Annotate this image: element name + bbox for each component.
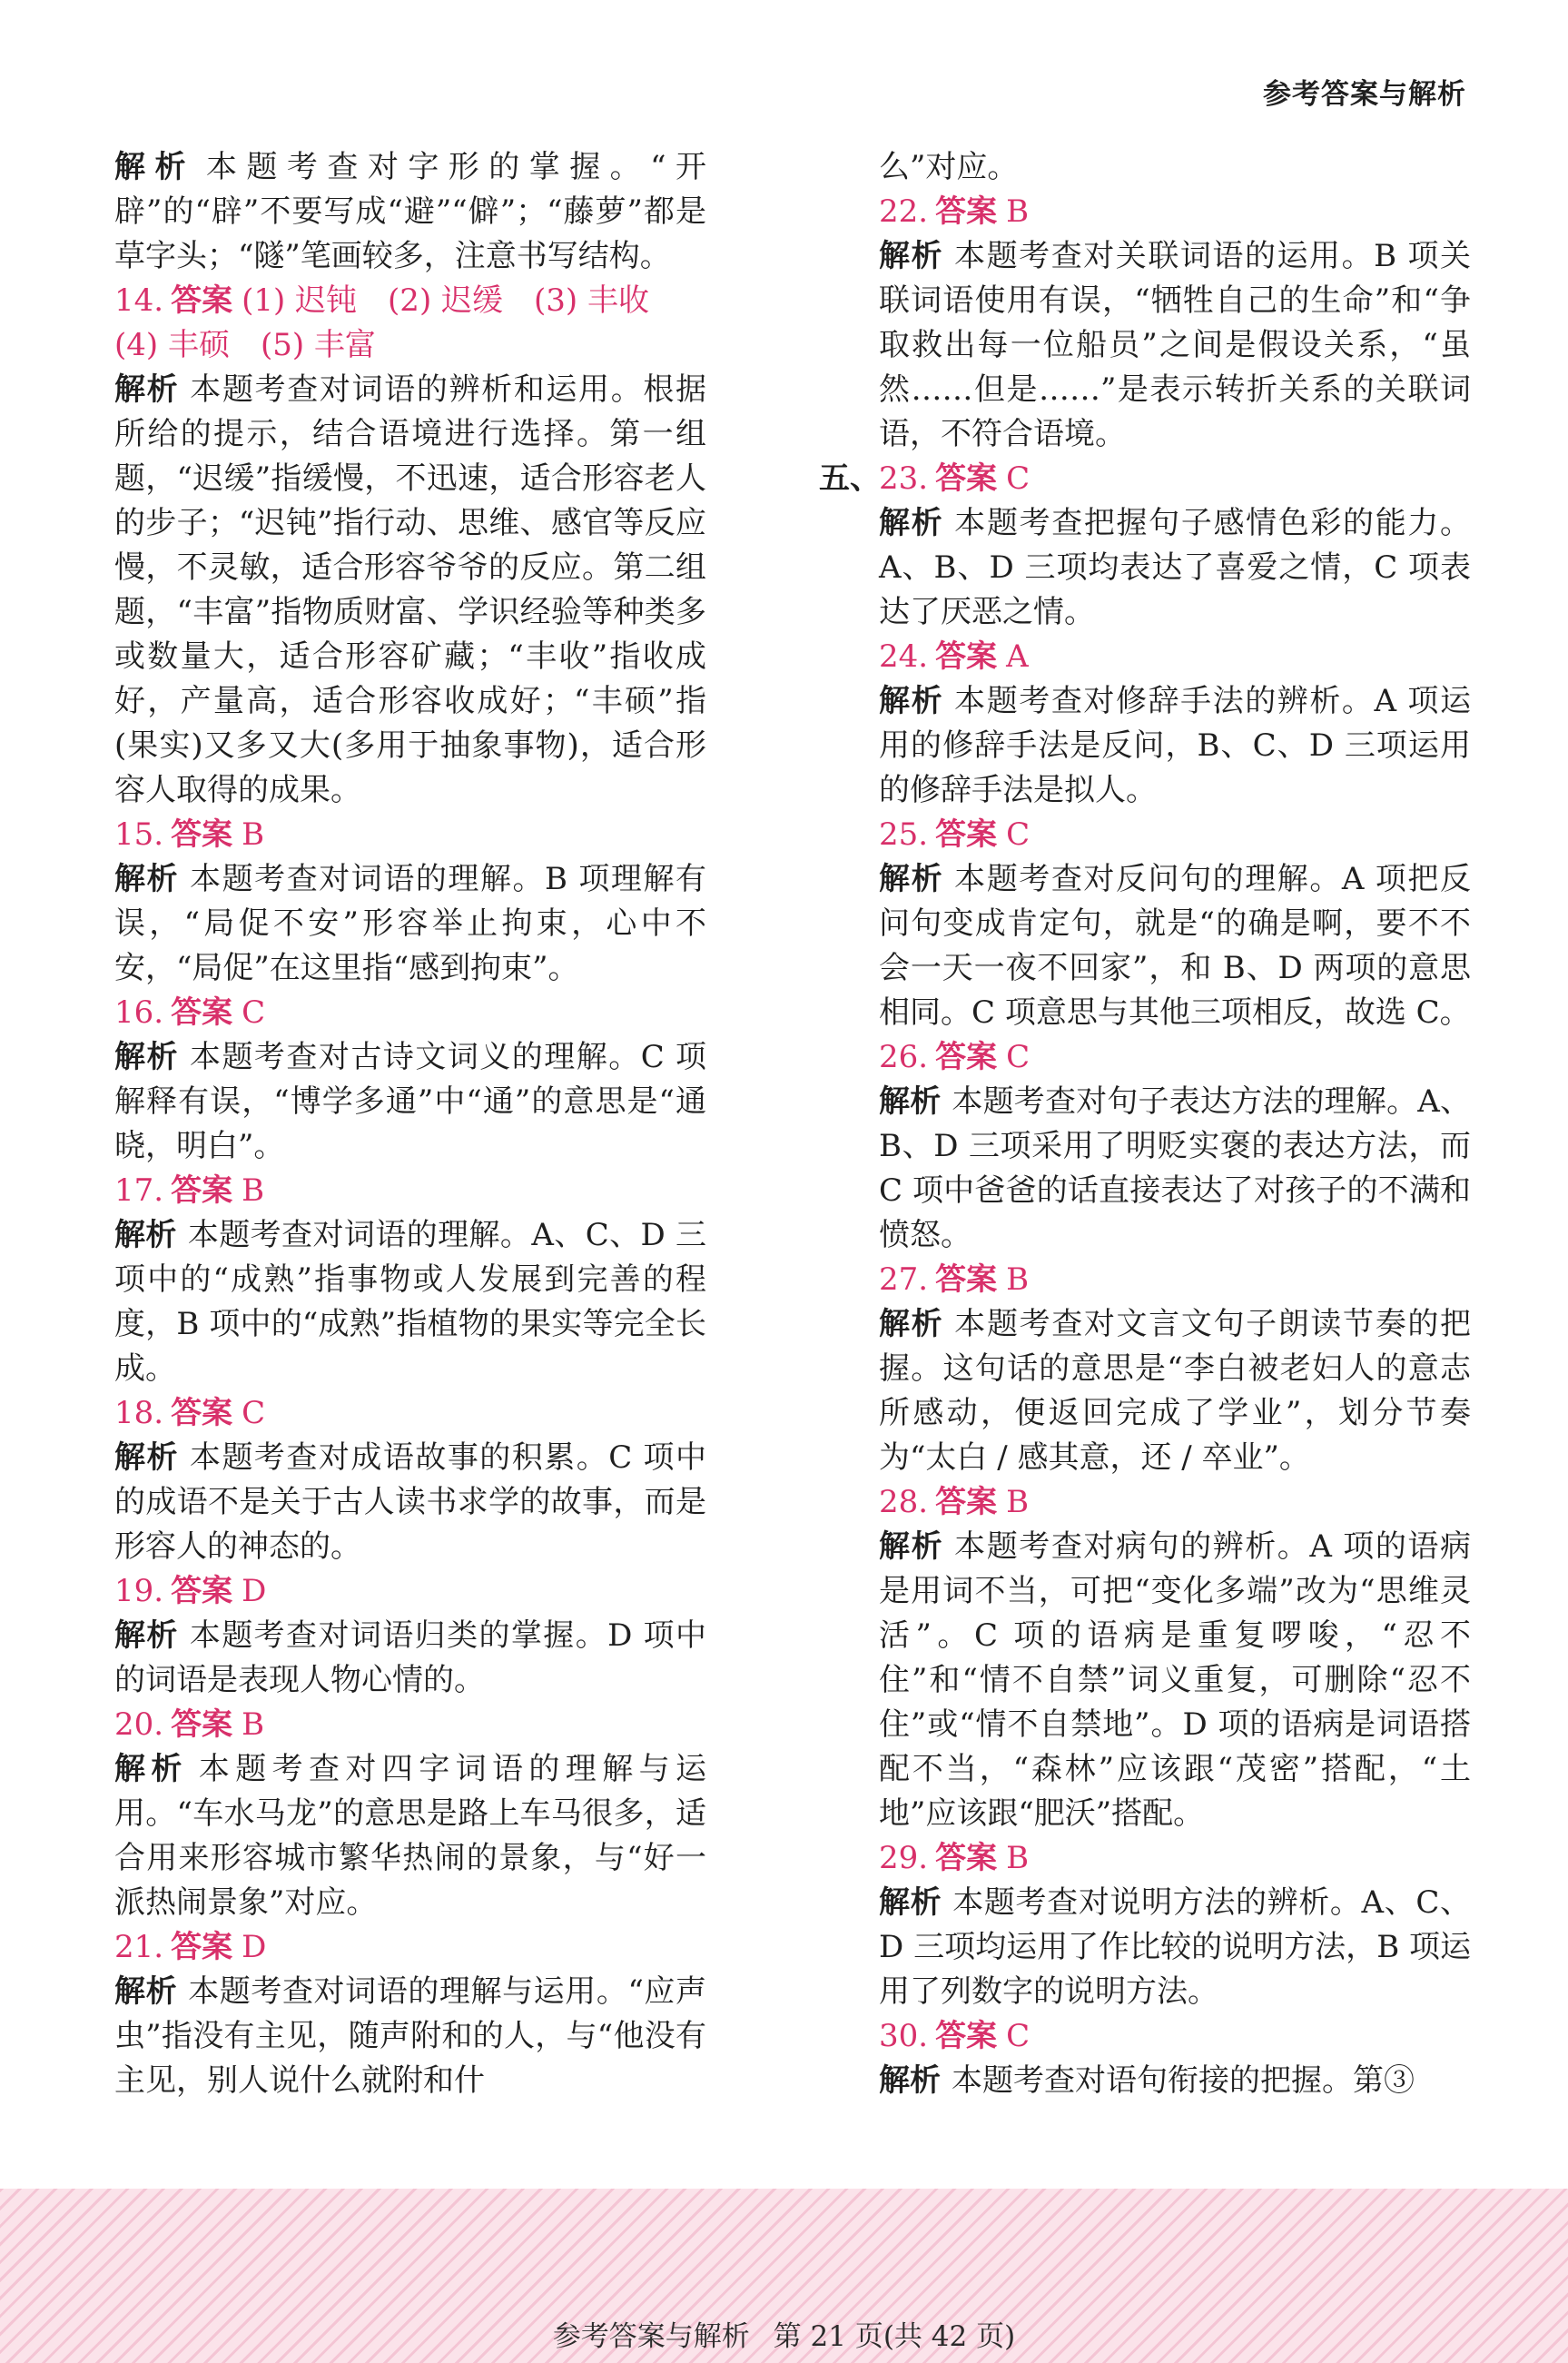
page-number: 第 21 页(共 42 页) <box>773 2320 1016 2353</box>
q16-analysis: 解析 本题考查对古诗文词义的理解。C 项解释有误，“博学多通”中“通”的意思是“通晓，明白”。 <box>114 1039 707 1164</box>
footer-title: 参考答案与解析 <box>552 2320 750 2353</box>
q20-answer: 20. 答案 B <box>114 1706 265 1743</box>
q27-answer: 27. 答案 B <box>879 1261 1030 1298</box>
q30-analysis: 解析 本题考查对语句衔接的把握。第③ <box>879 2062 1415 2099</box>
q17-answer: 17. 答案 B <box>114 1172 265 1209</box>
q22-analysis: 解析 本题考查对关联词语的运用。B 项关联词语使用有误，“牺牲自己的生命”和“争取救出每一位船员”之间是假设关系，“虽然……但是……”是表示转折关系的关联词语，不符合语境。 <box>879 238 1472 452</box>
q27-analysis: 解析 本题考查对文言文句子朗读节奏的把握。这句话的意思是“李白被老妇人的意志所感动，便返回完成了学业”，划分节奏为“太白 / 感其意，还 / 卒业”。 <box>879 1306 1472 1476</box>
right-column <box>819 145 1472 2103</box>
q21-analysis-continued: 么”对应。 <box>879 149 1019 185</box>
q23-analysis: 解析 本题考查把握句子感情色彩的能力。A、B、D 三项均表达了喜爱之情，C 项表达了厌恶之情。 <box>879 505 1472 630</box>
left-column <box>114 145 706 2103</box>
q25-answer: 25. 答案 C <box>879 816 1031 853</box>
q13-analysis: 解析 本题考查对字形的掌握。“开辟”的“辟”不要写成“避”“僻”；“藤萝”都是草字头；“隧”笔画较多，注意书写结构。 <box>114 149 706 274</box>
page-header-title: 参考答案与解析 <box>1263 78 1466 111</box>
q26-answer: 26. 答案 C <box>879 1039 1031 1075</box>
q14-analysis: 解析 本题考查对词语的辨析和运用。根据所给的提示，结合语境进行选择。第一组题，“迟缓”指缓慢，不迅速，适合形容老人的步子；“迟钝”指行动、思维、感官等反应慢，不灵敏，适合形容爷爷的反应。第二组题，“丰富”指物质财富、学识经验等种类多或数量大，适合形容矿藏；“丰收”指收成好，产量高，适合形容收成好；“丰硕”指(果实)又多又大(多用于抽象事物)，适合形容人取得的成果。 <box>114 371 707 808</box>
q21-answer: 21. 答案 D <box>114 1929 267 1965</box>
q18-answer: 18. 答案 C <box>114 1395 266 1431</box>
q19-analysis: 解析 本题考查对词语归类的掌握。D 项中的词语是表现人物心情的。 <box>114 1617 707 1698</box>
q15-answer: 15. 答案 B <box>114 816 265 853</box>
q22-answer: 22. 答案 B <box>879 193 1030 230</box>
section-number: 五、 <box>819 460 881 497</box>
q14-answer: 14. 答案 (1) 迟钝 (2) 迟缓 (3) 丰收 (4) 丰硕 (5) 丰富 <box>114 282 680 363</box>
q20-analysis: 解析 本题考查对四字词语的理解与运用。“车水马龙”的意思是路上车马很多，适合用来形容城市繁华热闹的景象，与“好一派热闹景象”对应。 <box>114 1751 707 1921</box>
q24-answer: 24. 答案 A <box>879 638 1029 675</box>
q29-analysis: 解析 本题考查对说明方法的辨析。A、C、D 三项均运用了作比较的说明方法，B 项运用了列数字的说明方法。 <box>879 1884 1472 2010</box>
q28-answer: 28. 答案 B <box>879 1484 1030 1520</box>
q18-analysis: 解析 本题考查对成语故事的积累。C 项中的成语不是关于古人读书求学的故事，而是形容人的神态的。 <box>114 1439 707 1565</box>
analysis-label: 解析 <box>114 149 195 185</box>
q21-analysis: 解析 本题考查对词语的理解与运用。“应声虫”指没有主见，随声附和的人，与“他没有主见，别人说什么就附和什 <box>114 1973 706 2099</box>
q17-analysis: 解析 本题考查对词语的理解。A、C、D 三项中的“成熟”指事物或人发展到完善的程度，B 项中的“成熟”指植物的果实等完全长成。 <box>114 1217 707 1387</box>
q30-answer: 30. 答案 C <box>879 2018 1031 2054</box>
q29-answer: 29. 答案 B <box>879 1840 1030 1876</box>
q25-analysis: 解析 本题考查对反问句的理解。A 项把反问句变成肯定句，就是“的确是啊，要不不会一天一夜不回家”，和 B、D 两项的意思相同。C 项意思与其他三项相反，故选 C。 <box>879 861 1471 1031</box>
q26-analysis: 解析 本题考查对句子表达方法的理解。A、B、D 三项采用了明贬实褒的表达方法，而 C 项中爸爸的话直接表达了对孩子的不满和愤怒。 <box>879 1083 1471 1253</box>
q16-answer: 16. 答案 C <box>114 994 266 1031</box>
q24-analysis: 解析 本题考查对修辞手法的辨析。A 项运用的修辞手法是反问，B、C、D 三项运用的修辞手法是拟人。 <box>879 683 1471 808</box>
q28-analysis: 解析 本题考查对病句的辨析。A 项的语病是用词不当，可把“变化多端”改为“思维灵活”。C 项的语病是重复啰唆，“忍不住”和“情不自禁”词义重复，可删除“忍不住”或“情不自禁地”。D 项的语病是词语搭配不当，“森林”应该跟“茂密”搭配，“土地”应该跟“肥沃”搭配。 <box>879 1528 1471 1832</box>
page-footer <box>0 2313 1568 2354</box>
q15-analysis: 解析 本题考查对词语的理解。B 项理解有误，“局促不安”形容举止拘束，心中不安，“局促”在这里指“感到拘束”。 <box>114 861 707 986</box>
section-five <box>819 457 1471 501</box>
q23-answer: 23. 答案 C <box>879 460 1031 497</box>
q19-answer: 19. 答案 D <box>114 1573 267 1609</box>
